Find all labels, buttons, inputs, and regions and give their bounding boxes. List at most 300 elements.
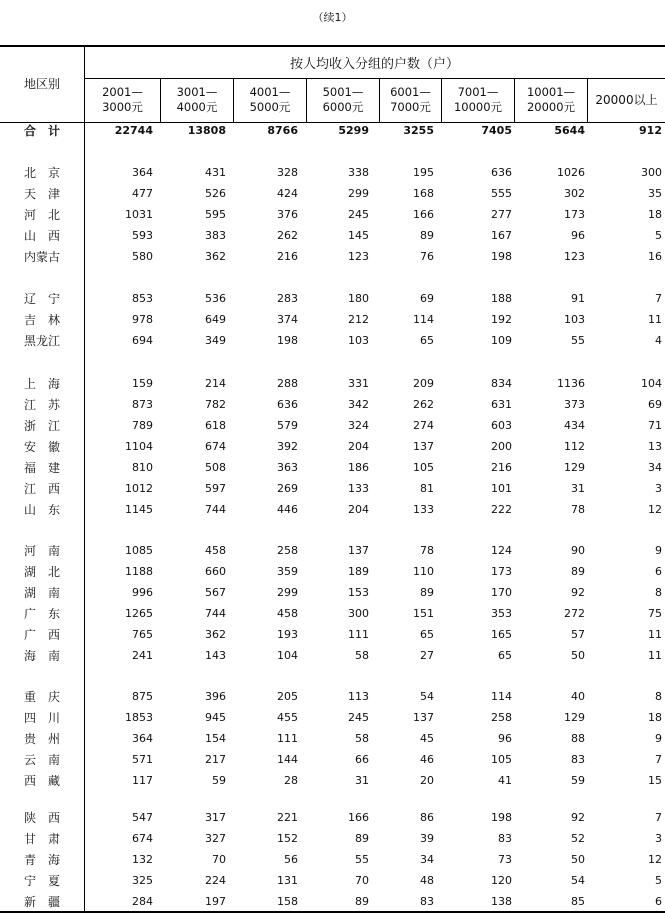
column-header bbox=[85, 78, 160, 122]
table-cell: 5299 bbox=[338, 124, 369, 137]
table-cell: 58 bbox=[355, 732, 369, 745]
table-cell: 216 bbox=[491, 461, 512, 474]
table-cell: 96 bbox=[571, 229, 585, 242]
table-cell: 40 bbox=[571, 690, 585, 703]
table-cell: 103 bbox=[348, 334, 369, 347]
table-cell: 112 bbox=[564, 440, 585, 453]
table-row bbox=[0, 374, 665, 394]
region-name: 天津 bbox=[24, 187, 60, 201]
table-cell: 204 bbox=[348, 440, 369, 453]
table-row bbox=[0, 771, 665, 791]
table-cell: 50 bbox=[571, 853, 585, 866]
table-cell: 245 bbox=[348, 711, 369, 724]
table-cell: 526 bbox=[205, 187, 226, 200]
table-cell: 3 bbox=[655, 482, 662, 495]
table-cell: 69 bbox=[648, 398, 662, 411]
table-row bbox=[0, 829, 665, 849]
table-cell: 46 bbox=[420, 753, 434, 766]
region-name: 山东 bbox=[24, 503, 60, 517]
table-cell: 277 bbox=[491, 208, 512, 221]
table-cell: 224 bbox=[205, 874, 226, 887]
table-cell: 8766 bbox=[267, 124, 298, 137]
table-cell: 1136 bbox=[557, 377, 585, 390]
table-cell: 458 bbox=[277, 607, 298, 620]
table-cell: 78 bbox=[420, 544, 434, 557]
table-cell: 31 bbox=[571, 482, 585, 495]
table-cell: 324 bbox=[348, 419, 369, 432]
table-cell: 1265 bbox=[125, 607, 153, 620]
table-cell: 331 bbox=[348, 377, 369, 390]
table-cell: 853 bbox=[132, 292, 153, 305]
table-cell: 595 bbox=[205, 208, 226, 221]
table-cell: 45 bbox=[420, 732, 434, 745]
table-cell: 765 bbox=[132, 628, 153, 641]
region-column-header: 地区别 bbox=[23, 77, 60, 91]
table-cell: 151 bbox=[413, 607, 434, 620]
table-cell: 59 bbox=[571, 774, 585, 787]
table-row bbox=[0, 687, 665, 707]
table-cell: 12 bbox=[648, 853, 662, 866]
table-cell: 65 bbox=[420, 334, 434, 347]
table-cell: 83 bbox=[571, 753, 585, 766]
region-name: 四川 bbox=[24, 711, 60, 725]
region-name: 云南 bbox=[24, 753, 60, 767]
region-name: 青海 bbox=[24, 853, 60, 867]
table-row bbox=[0, 163, 665, 183]
table-cell: 536 bbox=[205, 292, 226, 305]
table-cell: 359 bbox=[277, 565, 298, 578]
table-cell: 145 bbox=[348, 229, 369, 242]
table-cell: 92 bbox=[571, 811, 585, 824]
table-cell: 186 bbox=[348, 461, 369, 474]
column-header-line: 20000元 bbox=[526, 100, 576, 114]
table-cell: 431 bbox=[205, 166, 226, 179]
table-cell: 396 bbox=[205, 690, 226, 703]
region-name: 重庆 bbox=[24, 690, 60, 704]
table-cell: 198 bbox=[491, 811, 512, 824]
region-name: 安徽 bbox=[24, 440, 60, 454]
table-cell: 55 bbox=[571, 334, 585, 347]
table-cell: 579 bbox=[277, 419, 298, 432]
table-cell: 593 bbox=[132, 229, 153, 242]
table-cell: 204 bbox=[348, 503, 369, 516]
table-cell: 258 bbox=[277, 544, 298, 557]
table-cell: 129 bbox=[564, 461, 585, 474]
table-cell: 153 bbox=[348, 586, 369, 599]
table-cell: 48 bbox=[420, 874, 434, 887]
table-cell: 5 bbox=[655, 229, 662, 242]
table-cell: 1031 bbox=[125, 208, 153, 221]
table-cell: 580 bbox=[132, 250, 153, 263]
table-cell: 104 bbox=[277, 649, 298, 662]
column-header-line: 6001— bbox=[390, 85, 431, 99]
table-cell: 76 bbox=[420, 250, 434, 263]
income-group-title: 按人均收入分组的户数（户） bbox=[289, 57, 459, 72]
table-row bbox=[0, 310, 665, 330]
table-cell: 88 bbox=[571, 732, 585, 745]
table-cell: 138 bbox=[491, 895, 512, 908]
table-cell: 105 bbox=[491, 753, 512, 766]
table-cell: 158 bbox=[277, 895, 298, 908]
table-cell: 13 bbox=[648, 440, 662, 453]
table-cell: 113 bbox=[348, 690, 369, 703]
column-header bbox=[515, 78, 587, 122]
column-header-line: 6000元 bbox=[322, 100, 364, 114]
table-cell: 20 bbox=[420, 774, 434, 787]
table-cell: 180 bbox=[348, 292, 369, 305]
table-cell: 446 bbox=[277, 503, 298, 516]
table-cell: 18 bbox=[648, 711, 662, 724]
table-row bbox=[0, 625, 665, 645]
table-cell: 8 bbox=[655, 586, 662, 599]
table-cell: 1085 bbox=[125, 544, 153, 557]
table-cell: 78 bbox=[571, 503, 585, 516]
table-cell: 241 bbox=[132, 649, 153, 662]
table-row bbox=[0, 708, 665, 728]
table-cell: 7405 bbox=[481, 124, 512, 137]
column-header-line: 3000元 bbox=[102, 100, 143, 114]
table-cell: 66 bbox=[355, 753, 369, 766]
region-name: 湖南 bbox=[24, 586, 60, 600]
table-cell: 342 bbox=[348, 398, 369, 411]
table-cell: 129 bbox=[564, 711, 585, 724]
table-cell: 54 bbox=[420, 690, 434, 703]
region-name: 辽宁 bbox=[24, 292, 60, 306]
table-cell: 173 bbox=[564, 208, 585, 221]
table-row bbox=[0, 750, 665, 770]
total-row bbox=[0, 121, 665, 141]
table-cell: 13808 bbox=[187, 124, 226, 137]
table-cell: 597 bbox=[205, 482, 226, 495]
table-cell: 137 bbox=[348, 544, 369, 557]
table-cell: 120 bbox=[491, 874, 512, 887]
table-cell: 674 bbox=[205, 440, 226, 453]
region-name: 宁夏 bbox=[24, 874, 60, 888]
table-cell: 34 bbox=[420, 853, 434, 866]
table-cell: 70 bbox=[212, 853, 226, 866]
table-cell: 636 bbox=[491, 166, 512, 179]
table-cell: 144 bbox=[277, 753, 298, 766]
table-cell: 744 bbox=[205, 607, 226, 620]
table-cell: 674 bbox=[132, 832, 153, 845]
table-cell: 167 bbox=[491, 229, 512, 242]
table-cell: 111 bbox=[277, 732, 298, 745]
region-name: 河南 bbox=[24, 544, 60, 558]
table-cell: 789 bbox=[132, 419, 153, 432]
table-cell: 103 bbox=[564, 313, 585, 326]
table-cell: 166 bbox=[348, 811, 369, 824]
table-cell: 302 bbox=[564, 187, 585, 200]
table-cell: 11 bbox=[648, 649, 662, 662]
region-name: 广西 bbox=[24, 628, 60, 642]
table-cell: 649 bbox=[205, 313, 226, 326]
table-cell: 18 bbox=[648, 208, 662, 221]
table-cell: 363 bbox=[277, 461, 298, 474]
table-cell: 143 bbox=[205, 649, 226, 662]
column-header-line: 7001— bbox=[457, 85, 499, 99]
region-name: 福建 bbox=[24, 461, 60, 475]
table-cell: 327 bbox=[205, 832, 226, 845]
table-cell: 6 bbox=[655, 565, 662, 578]
table-row bbox=[0, 184, 665, 204]
table-cell: 424 bbox=[277, 187, 298, 200]
column-header bbox=[161, 78, 233, 122]
region-name: 江西 bbox=[24, 482, 60, 496]
table-cell: 39 bbox=[420, 832, 434, 845]
table-cell: 89 bbox=[355, 895, 369, 908]
table-cell: 873 bbox=[132, 398, 153, 411]
table-cell: 455 bbox=[277, 711, 298, 724]
column-header bbox=[380, 78, 441, 122]
table-row bbox=[0, 479, 665, 499]
table-cell: 173 bbox=[491, 565, 512, 578]
table-cell: 299 bbox=[348, 187, 369, 200]
table-cell: 104 bbox=[641, 377, 662, 390]
column-header bbox=[588, 78, 665, 122]
region-name: 上海 bbox=[24, 377, 60, 391]
region-name: 广东 bbox=[24, 607, 60, 621]
table-cell: 284 bbox=[132, 895, 153, 908]
table-cell: 274 bbox=[413, 419, 434, 432]
table-cell: 70 bbox=[355, 874, 369, 887]
region-name: 湖北 bbox=[24, 565, 60, 579]
table-cell: 362 bbox=[205, 628, 226, 641]
table-cell: 875 bbox=[132, 690, 153, 703]
table-cell: 109 bbox=[491, 334, 512, 347]
table-cell: 92 bbox=[571, 586, 585, 599]
table-cell: 374 bbox=[277, 313, 298, 326]
table-cell: 810 bbox=[132, 461, 153, 474]
table-cell: 283 bbox=[277, 292, 298, 305]
table-cell: 133 bbox=[413, 503, 434, 516]
region-name: 河北 bbox=[24, 208, 60, 222]
table-cell: 694 bbox=[132, 334, 153, 347]
table-cell: 660 bbox=[205, 565, 226, 578]
table-top-rule bbox=[0, 45, 665, 47]
table-cell: 567 bbox=[205, 586, 226, 599]
column-header-line: 3001— bbox=[176, 85, 218, 99]
table-cell: 57 bbox=[571, 628, 585, 641]
column-header-line: 10000元 bbox=[453, 100, 503, 114]
table-cell: 152 bbox=[277, 832, 298, 845]
table-cell: 1853 bbox=[125, 711, 153, 724]
table-cell: 328 bbox=[277, 166, 298, 179]
table-cell: 34 bbox=[648, 461, 662, 474]
table-cell: 27 bbox=[420, 649, 434, 662]
table-cell: 41 bbox=[498, 774, 512, 787]
table-cell: 131 bbox=[277, 874, 298, 887]
table-cell: 978 bbox=[132, 313, 153, 326]
table-cell: 834 bbox=[491, 377, 512, 390]
table-cell: 912 bbox=[639, 124, 662, 137]
table-row bbox=[0, 458, 665, 478]
table-cell: 258 bbox=[491, 711, 512, 724]
table-cell: 376 bbox=[277, 208, 298, 221]
region-name: 海南 bbox=[24, 649, 60, 663]
table-cell: 50 bbox=[571, 649, 585, 662]
table-cell: 83 bbox=[498, 832, 512, 845]
table-cell: 58 bbox=[355, 649, 369, 662]
table-cell: 209 bbox=[413, 377, 434, 390]
table-cell: 245 bbox=[348, 208, 369, 221]
region-name: 吉林 bbox=[24, 313, 60, 327]
table-cell: 91 bbox=[571, 292, 585, 305]
table-cell: 89 bbox=[571, 565, 585, 578]
region-name: 甘肃 bbox=[24, 832, 60, 846]
column-header bbox=[307, 78, 379, 122]
table-cell: 317 bbox=[205, 811, 226, 824]
table-cell: 56 bbox=[284, 853, 298, 866]
table-cell: 299 bbox=[277, 586, 298, 599]
table-row bbox=[0, 395, 665, 415]
table-cell: 35 bbox=[648, 187, 662, 200]
table-row bbox=[0, 331, 665, 351]
table-cell: 6 bbox=[655, 895, 662, 908]
table-cell: 123 bbox=[348, 250, 369, 263]
table-cell: 81 bbox=[420, 482, 434, 495]
table-cell: 54 bbox=[571, 874, 585, 887]
table-cell: 1145 bbox=[125, 503, 153, 516]
table-cell: 269 bbox=[277, 482, 298, 495]
table-row bbox=[0, 646, 665, 666]
table-cell: 555 bbox=[491, 187, 512, 200]
table-cell: 65 bbox=[420, 628, 434, 641]
table-cell: 631 bbox=[491, 398, 512, 411]
column-header-line: 10001— bbox=[526, 85, 576, 99]
table-cell: 300 bbox=[641, 166, 662, 179]
table-cell: 114 bbox=[491, 690, 512, 703]
table-cell: 31 bbox=[355, 774, 369, 787]
region-name: 黑龙江 bbox=[24, 334, 61, 348]
table-cell: 349 bbox=[205, 334, 226, 347]
table-cell: 28 bbox=[284, 774, 298, 787]
column-header-line: 20000以上 bbox=[595, 92, 658, 107]
table-row bbox=[0, 583, 665, 603]
table-row bbox=[0, 808, 665, 828]
region-name: 合计 bbox=[24, 124, 60, 138]
table-cell: 159 bbox=[132, 377, 153, 390]
region-name: 陕西 bbox=[24, 811, 60, 825]
table-cell: 353 bbox=[491, 607, 512, 620]
table-cell: 101 bbox=[491, 482, 512, 495]
table-cell: 200 bbox=[491, 440, 512, 453]
table-cell: 7 bbox=[655, 811, 662, 824]
table-cell: 11 bbox=[648, 313, 662, 326]
table-cell: 636 bbox=[277, 398, 298, 411]
table-cell: 603 bbox=[491, 419, 512, 432]
table-cell: 170 bbox=[491, 586, 512, 599]
table-cell: 5 bbox=[655, 874, 662, 887]
table-cell: 188 bbox=[491, 292, 512, 305]
table-cell: 85 bbox=[571, 895, 585, 908]
table-row bbox=[0, 289, 665, 309]
table-cell: 197 bbox=[205, 895, 226, 908]
table-row bbox=[0, 892, 665, 912]
region-name: 浙江 bbox=[24, 419, 60, 433]
table-cell: 221 bbox=[277, 811, 298, 824]
table-cell: 262 bbox=[277, 229, 298, 242]
table-cell: 383 bbox=[205, 229, 226, 242]
table-cell: 154 bbox=[205, 732, 226, 745]
table-cell: 90 bbox=[571, 544, 585, 557]
table-cell: 618 bbox=[205, 419, 226, 432]
column-header-line: 5001— bbox=[322, 85, 364, 99]
table-row bbox=[0, 871, 665, 891]
table-cell: 4 bbox=[655, 334, 662, 347]
column-header-line: 4000元 bbox=[176, 100, 218, 114]
table-cell: 1012 bbox=[125, 482, 153, 495]
table-cell: 73 bbox=[498, 853, 512, 866]
table-cell: 133 bbox=[348, 482, 369, 495]
table-cell: 89 bbox=[355, 832, 369, 845]
table-cell: 110 bbox=[413, 565, 434, 578]
table-cell: 22744 bbox=[114, 124, 153, 137]
table-cell: 3255 bbox=[403, 124, 434, 137]
column-header-line: 2001— bbox=[102, 85, 143, 99]
table-cell: 7 bbox=[655, 753, 662, 766]
region-name: 新疆 bbox=[24, 895, 60, 909]
table-cell: 782 bbox=[205, 398, 226, 411]
table-cell: 96 bbox=[498, 732, 512, 745]
table-cell: 9 bbox=[655, 544, 662, 557]
table-cell: 1104 bbox=[125, 440, 153, 453]
table-cell: 205 bbox=[277, 690, 298, 703]
table-cell: 83 bbox=[420, 895, 434, 908]
table-cell: 198 bbox=[491, 250, 512, 263]
table-cell: 193 bbox=[277, 628, 298, 641]
table-cell: 8 bbox=[655, 690, 662, 703]
table-cell: 12 bbox=[648, 503, 662, 516]
table-cell: 1188 bbox=[125, 565, 153, 578]
table-cell: 65 bbox=[498, 649, 512, 662]
table-cell: 198 bbox=[277, 334, 298, 347]
table-cell: 89 bbox=[420, 586, 434, 599]
table-cell: 216 bbox=[277, 250, 298, 263]
region-name: 贵州 bbox=[24, 732, 60, 746]
table-cell: 434 bbox=[564, 419, 585, 432]
table-row bbox=[0, 604, 665, 624]
table-cell: 86 bbox=[420, 811, 434, 824]
table-cell: 137 bbox=[413, 711, 434, 724]
table-cell: 55 bbox=[355, 853, 369, 866]
table-cell: 945 bbox=[205, 711, 226, 724]
table-cell: 325 bbox=[132, 874, 153, 887]
table-cell: 137 bbox=[413, 440, 434, 453]
table-cell: 3 bbox=[655, 832, 662, 845]
table-cell: 192 bbox=[491, 313, 512, 326]
table-cell: 272 bbox=[564, 607, 585, 620]
table-cell: 69 bbox=[420, 292, 434, 305]
column-header-line: 5000元 bbox=[249, 100, 291, 114]
table-cell: 75 bbox=[648, 607, 662, 620]
table-cell: 744 bbox=[205, 503, 226, 516]
table-cell: 195 bbox=[413, 166, 434, 179]
table-cell: 123 bbox=[564, 250, 585, 263]
continued-label: （续1） bbox=[312, 11, 353, 24]
table-row bbox=[0, 500, 665, 520]
column-header bbox=[234, 78, 306, 122]
table-cell: 16 bbox=[648, 250, 662, 263]
table-cell: 477 bbox=[132, 187, 153, 200]
region-name: 山西 bbox=[24, 229, 60, 243]
region-name: 西藏 bbox=[24, 774, 60, 788]
table-cell: 9 bbox=[655, 732, 662, 745]
table-cell: 364 bbox=[132, 732, 153, 745]
table-cell: 132 bbox=[132, 853, 153, 866]
table-cell: 166 bbox=[413, 208, 434, 221]
table-cell: 362 bbox=[205, 250, 226, 263]
table-cell: 165 bbox=[491, 628, 512, 641]
